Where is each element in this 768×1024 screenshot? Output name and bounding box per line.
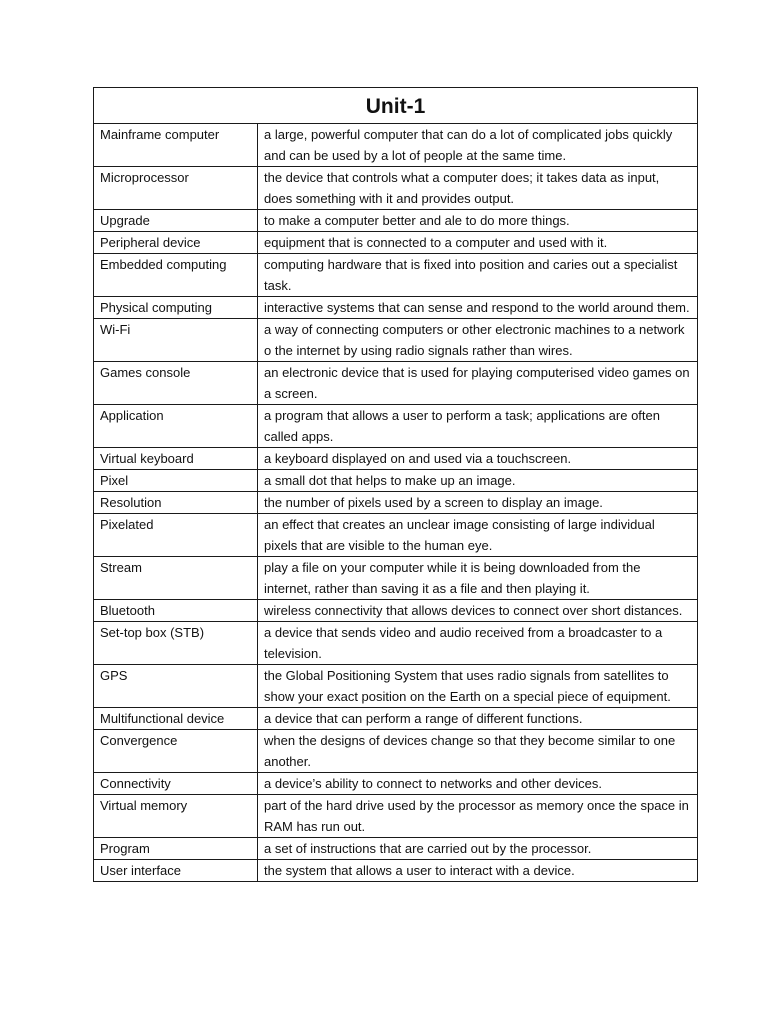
term-cell: Set-top box (STB)	[94, 622, 258, 665]
definition-cell: a device that sends video and audio received from a broadcaster to a television.	[258, 622, 698, 665]
term-cell: Wi-Fi	[94, 319, 258, 362]
table-row	[94, 600, 698, 622]
definition-cell: a way of connecting computers or other electronic machines to a network o the internet by using radio signals rather than wires.	[258, 319, 698, 362]
term-cell: Physical computing	[94, 297, 258, 319]
table-row	[94, 622, 698, 665]
table-row	[94, 860, 698, 882]
definition-cell: a set of instructions that are carried out by the processor.	[258, 838, 698, 860]
term-cell: Embedded computing	[94, 254, 258, 297]
table-row	[94, 514, 698, 557]
term-cell: Games console	[94, 362, 258, 405]
definition-cell: when the designs of devices change so that they become similar to one another.	[258, 730, 698, 773]
table-row	[94, 167, 698, 210]
table-row	[94, 773, 698, 795]
definition-cell: a device’s ability to connect to networks and other devices.	[258, 773, 698, 795]
table-row	[94, 557, 698, 600]
glossary-sheet	[93, 87, 697, 882]
term-cell: Multifunctional device	[94, 708, 258, 730]
table-row	[94, 708, 698, 730]
definition-cell: a program that allows a user to perform a task; applications are often called apps.	[258, 405, 698, 448]
table-row	[94, 319, 698, 362]
definition-cell: a keyboard displayed on and used via a touchscreen.	[258, 448, 698, 470]
definition-cell: the device that controls what a computer does; it takes data as input, does something with it and provides output.	[258, 167, 698, 210]
definition-cell: an effect that creates an unclear image consisting of large individual pixels that are visible to the human eye.	[258, 514, 698, 557]
definition-cell: computing hardware that is fixed into position and caries out a specialist task.	[258, 254, 698, 297]
definition-cell: wireless connectivity that allows devices to connect over short distances.	[258, 600, 698, 622]
term-cell: Stream	[94, 557, 258, 600]
term-cell: Resolution	[94, 492, 258, 514]
table-row	[94, 405, 698, 448]
term-cell: Application	[94, 405, 258, 448]
term-cell: Virtual keyboard	[94, 448, 258, 470]
term-cell: Peripheral device	[94, 232, 258, 254]
table-row	[94, 838, 698, 860]
glossary-body	[94, 124, 698, 882]
table-row	[94, 210, 698, 232]
term-cell: Mainframe computer	[94, 124, 258, 167]
table-row	[94, 730, 698, 773]
definition-cell: equipment that is connected to a computer and used with it.	[258, 232, 698, 254]
term-cell: Microprocessor	[94, 167, 258, 210]
term-cell: Virtual memory	[94, 795, 258, 838]
term-cell: GPS	[94, 665, 258, 708]
glossary-table	[93, 87, 698, 882]
definition-cell: part of the hard drive used by the processor as memory once the space in RAM has run out.	[258, 795, 698, 838]
table-row	[94, 297, 698, 319]
table-row	[94, 492, 698, 514]
table-row	[94, 362, 698, 405]
definition-cell: the system that allows a user to interact with a device.	[258, 860, 698, 882]
term-cell: Connectivity	[94, 773, 258, 795]
table-row	[94, 795, 698, 838]
table-row	[94, 665, 698, 708]
term-cell: Pixel	[94, 470, 258, 492]
definition-cell: interactive systems that can sense and respond to the world around them.	[258, 297, 698, 319]
definition-cell: play a file on your computer while it is being downloaded from the internet, rather than saving it as a file and then playing it.	[258, 557, 698, 600]
definition-cell: a device that can perform a range of different functions.	[258, 708, 698, 730]
definition-cell: the Global Positioning System that uses radio signals from satellites to show your exact position on the Earth on a special piece of equipment.	[258, 665, 698, 708]
term-cell: User interface	[94, 860, 258, 882]
definition-cell: a large, powerful computer that can do a lot of complicated jobs quickly and can be used by a lot of people at the same time.	[258, 124, 698, 167]
title-row	[94, 88, 698, 124]
term-cell: Bluetooth	[94, 600, 258, 622]
definition-cell: to make a computer better and ale to do more things.	[258, 210, 698, 232]
term-cell: Upgrade	[94, 210, 258, 232]
table-row	[94, 448, 698, 470]
table-row	[94, 232, 698, 254]
term-cell: Program	[94, 838, 258, 860]
definition-cell: an electronic device that is used for playing computerised video games on a screen.	[258, 362, 698, 405]
page-title: Unit-1	[94, 88, 698, 124]
definition-cell: the number of pixels used by a screen to display an image.	[258, 492, 698, 514]
table-row	[94, 470, 698, 492]
table-row	[94, 254, 698, 297]
term-cell: Pixelated	[94, 514, 258, 557]
term-cell: Convergence	[94, 730, 258, 773]
table-row	[94, 124, 698, 167]
definition-cell: a small dot that helps to make up an image.	[258, 470, 698, 492]
